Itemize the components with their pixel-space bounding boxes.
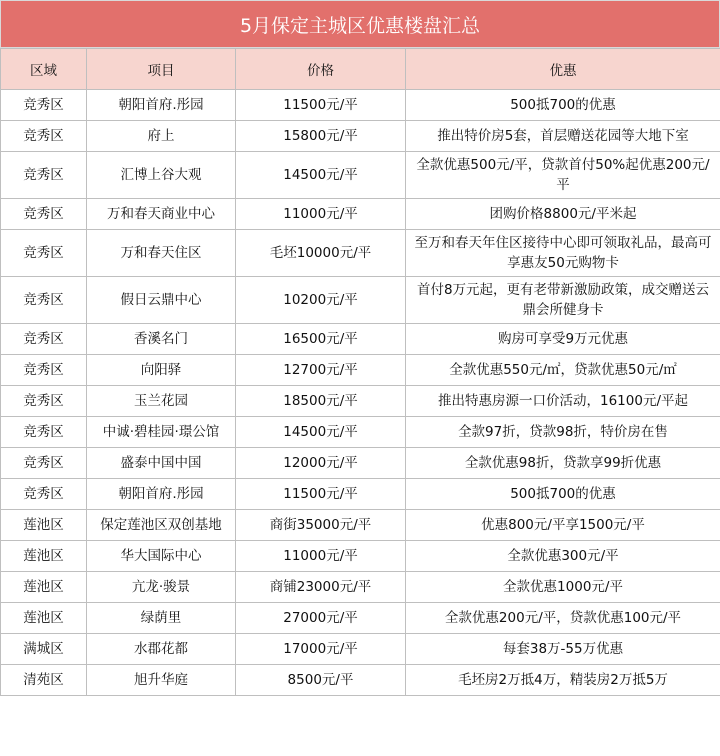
cell-discount: 全款优惠300元/平 [406, 541, 720, 572]
table-row [1, 665, 720, 696]
cell-project: 朝阳首府.彤园 [87, 479, 236, 510]
cell-project: 盛泰中国中国 [87, 448, 236, 479]
table-row [1, 448, 720, 479]
cell-price: 14500元/平 [236, 152, 406, 199]
cell-price: 15800元/平 [236, 121, 406, 152]
table-row [1, 152, 720, 199]
table-row [1, 90, 720, 121]
cell-project: 府上 [87, 121, 236, 152]
cell-discount: 推出特价房5套，首层赠送花园等大地下室 [406, 121, 720, 152]
cell-project: 万和春天商业中心 [87, 199, 236, 230]
cell-discount: 全款优惠1000元/平 [406, 572, 720, 603]
cell-project: 万和春天住区 [87, 230, 236, 277]
header-price: 价格 [236, 49, 406, 90]
listing-table [0, 48, 720, 696]
header-area: 区域 [1, 49, 87, 90]
cell-discount: 首付8万元起，更有老带新激励政策，成交赠送云鼎会所健身卡 [406, 277, 720, 324]
cell-discount: 至万和春天年住区接待中心即可领取礼品，最高可享惠友50元购物卡 [406, 230, 720, 277]
cell-price: 商街35000元/平 [236, 510, 406, 541]
table-row [1, 510, 720, 541]
cell-area: 莲池区 [1, 603, 87, 634]
cell-discount: 购房可享受9万元优惠 [406, 324, 720, 355]
cell-discount: 优惠800元/平享1500元/平 [406, 510, 720, 541]
table-row [1, 541, 720, 572]
cell-price: 12700元/平 [236, 355, 406, 386]
cell-discount: 全款优惠550元/㎡，贷款优惠50元/㎡ [406, 355, 720, 386]
table-row [1, 479, 720, 510]
cell-discount: 推出特惠房源一口价活动，16100元/平起 [406, 386, 720, 417]
cell-price: 8500元/平 [236, 665, 406, 696]
cell-area: 莲池区 [1, 510, 87, 541]
cell-area: 竞秀区 [1, 121, 87, 152]
header-discount: 优惠 [406, 49, 720, 90]
table-row [1, 603, 720, 634]
cell-area: 竞秀区 [1, 199, 87, 230]
table-row [1, 634, 720, 665]
cell-price: 10200元/平 [236, 277, 406, 324]
cell-price: 11000元/平 [236, 541, 406, 572]
cell-price: 27000元/平 [236, 603, 406, 634]
cell-area: 竞秀区 [1, 152, 87, 199]
cell-price: 商铺23000元/平 [236, 572, 406, 603]
cell-discount: 500抵700的优惠 [406, 479, 720, 510]
cell-discount: 500抵700的优惠 [406, 90, 720, 121]
cell-area: 竞秀区 [1, 479, 87, 510]
cell-project: 旭升华庭 [87, 665, 236, 696]
cell-project: 水郡花都 [87, 634, 236, 665]
cell-project: 假日云鼎中心 [87, 277, 236, 324]
cell-project: 亢龙·骏景 [87, 572, 236, 603]
table-row [1, 324, 720, 355]
cell-discount: 毛坯房2万抵4万，精装房2万抵5万 [406, 665, 720, 696]
sheet-title: 5月保定主城区优惠楼盘汇总 [0, 0, 720, 48]
cell-area: 满城区 [1, 634, 87, 665]
cell-area: 竞秀区 [1, 230, 87, 277]
cell-project: 华大国际中心 [87, 541, 236, 572]
cell-price: 11500元/平 [236, 90, 406, 121]
cell-price: 11000元/平 [236, 199, 406, 230]
cell-area: 竞秀区 [1, 355, 87, 386]
cell-project: 向阳驿 [87, 355, 236, 386]
cell-project: 绿荫里 [87, 603, 236, 634]
cell-area: 竞秀区 [1, 448, 87, 479]
cell-price: 17000元/平 [236, 634, 406, 665]
cell-discount: 团购价格8800元/平米起 [406, 199, 720, 230]
table-row [1, 417, 720, 448]
cell-area: 竞秀区 [1, 90, 87, 121]
cell-area: 莲池区 [1, 572, 87, 603]
table-row [1, 230, 720, 277]
cell-project: 香溪名门 [87, 324, 236, 355]
cell-discount: 全款优惠98折，贷款享99折优惠 [406, 448, 720, 479]
cell-project: 汇博上谷大观 [87, 152, 236, 199]
table-row [1, 572, 720, 603]
header-project: 项目 [87, 49, 236, 90]
cell-project: 朝阳首府.彤园 [87, 90, 236, 121]
table-row [1, 199, 720, 230]
cell-discount: 每套38万-55万优惠 [406, 634, 720, 665]
cell-price: 毛坯10000元/平 [236, 230, 406, 277]
cell-price: 12000元/平 [236, 448, 406, 479]
cell-area: 竞秀区 [1, 324, 87, 355]
table-body [1, 90, 720, 696]
table-row [1, 355, 720, 386]
table-row [1, 386, 720, 417]
cell-discount: 全款97折，贷款98折，特价房在售 [406, 417, 720, 448]
cell-area: 竞秀区 [1, 386, 87, 417]
cell-price: 11500元/平 [236, 479, 406, 510]
cell-area: 莲池区 [1, 541, 87, 572]
table-row [1, 121, 720, 152]
cell-price: 16500元/平 [236, 324, 406, 355]
cell-area: 竞秀区 [1, 277, 87, 324]
cell-project: 玉兰花园 [87, 386, 236, 417]
cell-area: 清苑区 [1, 665, 87, 696]
cell-project: 保定莲池区双创基地 [87, 510, 236, 541]
cell-area: 竞秀区 [1, 417, 87, 448]
header-row [1, 49, 720, 90]
cell-discount: 全款优惠500元/平，贷款首付50%起优惠200元/平 [406, 152, 720, 199]
cell-price: 18500元/平 [236, 386, 406, 417]
cell-project: 中诚·碧桂园·璟公馆 [87, 417, 236, 448]
cell-discount: 全款优惠200元/平，贷款优惠100元/平 [406, 603, 720, 634]
table-row [1, 277, 720, 324]
cell-price: 14500元/平 [236, 417, 406, 448]
